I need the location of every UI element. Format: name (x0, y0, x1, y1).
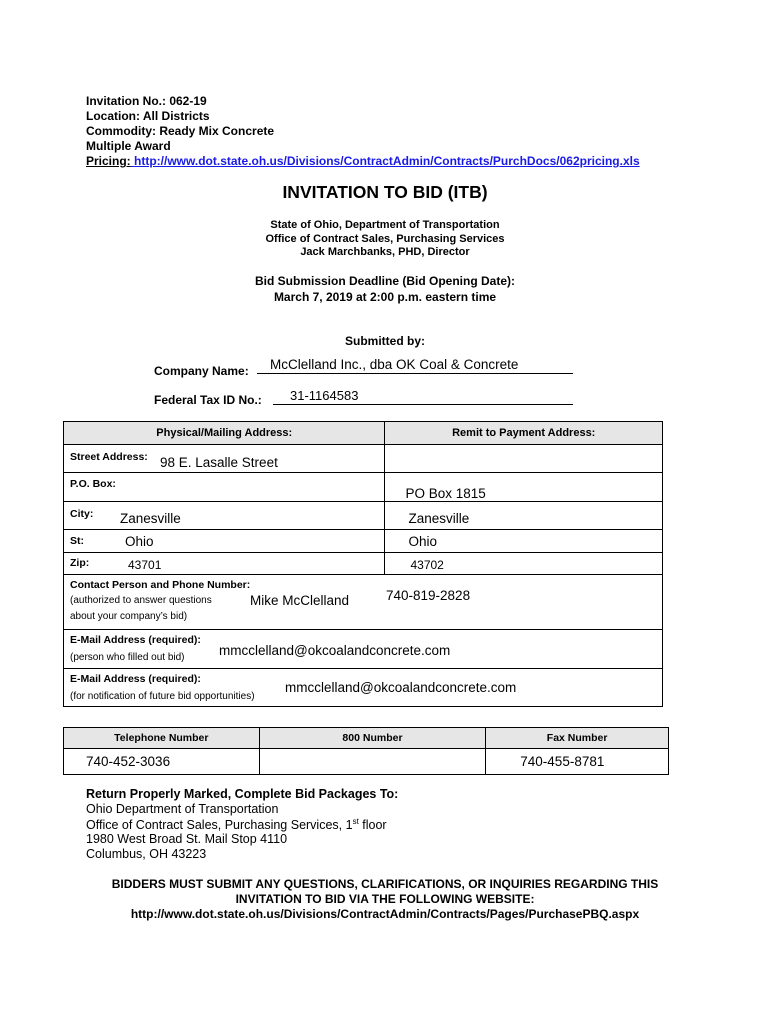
email1-note: (person who filled out bid) (70, 652, 185, 663)
zip-cell (64, 553, 385, 575)
state-label: St: (70, 535, 84, 547)
street-label: Street Address: (70, 451, 148, 463)
phone-table (63, 727, 669, 775)
notice-line-1: BIDDERS MUST SUBMIT ANY QUESTIONS, CLARIFICATIONS, OR INQUIRIES REGARDING THIS (111, 877, 659, 891)
deadline-label: Bid Submission Deadline (Bid Opening Date): (254, 274, 515, 288)
company-name-label: Company Name: (154, 364, 249, 378)
company-name-underline (257, 373, 573, 374)
email2-field[interactable]: mmcclelland@okcoalandconcrete.com (285, 680, 517, 695)
zip-remit-field[interactable]: 43702 (410, 558, 444, 572)
agency-line-3: Jack Marchbanks, PHD, Director (300, 246, 470, 258)
email1-field[interactable]: mmcclelland@okcoalandconcrete.com (219, 643, 451, 658)
city-remit-field[interactable]: Zanesville (408, 511, 470, 526)
return-label: Return Properly Marked, Complete Bid Packages To: (86, 787, 399, 801)
notice-url[interactable]: http://www.dot.state.oh.us/Divisions/ContractAdmin/Contracts/Pages/PurchasePBQ.aspx (130, 907, 640, 921)
contact-cell (64, 575, 663, 630)
contact-phone-field[interactable]: 740-819-2828 (386, 588, 471, 603)
email2-note: (for notification of future bid opportunities) (70, 691, 255, 702)
fax-header: Fax Number (486, 728, 669, 749)
agency-line-2: Office of Contract Sales, Purchasing Services (265, 233, 505, 245)
return-line-2-text: Office of Contract Sales, Purchasing Services, 1 (86, 818, 353, 833)
street-field[interactable]: 98 E. Lasalle Street (160, 455, 278, 470)
email1-cell (64, 630, 663, 669)
pricing-link[interactable]: http://www.dot.state.oh.us/Divisions/ContractAdmin/Contracts/PurchDocs/062pricing.xls (130, 154, 640, 168)
toll-free-field[interactable] (259, 749, 486, 775)
state-remit-cell (385, 530, 663, 553)
city-remit-cell (385, 502, 663, 530)
fax-field[interactable]: 740-455-8781 (520, 754, 605, 769)
state-remit-field[interactable]: Ohio (408, 534, 438, 549)
contact-label: Contact Person and Phone Number: (70, 579, 251, 591)
contact-note-1: (authorized to answer questions (70, 595, 212, 606)
contact-note-2: about your company’s bid) (70, 611, 188, 622)
tax-id-field[interactable]: 31-1164583 (290, 388, 359, 403)
street-remit-field[interactable] (385, 445, 663, 473)
email2-label: E-Mail Address (required): (70, 673, 201, 685)
zip-label: Zip: (70, 557, 90, 569)
return-line-2-floor: floor (358, 818, 387, 833)
state-field[interactable]: Ohio (125, 534, 154, 549)
remit-address-header: Remit to Payment Address: (385, 422, 663, 445)
award-type: Multiple Award (86, 139, 171, 153)
page-title: INVITATION TO BID (ITB) (282, 182, 488, 202)
return-line-2-sup: st (352, 817, 359, 826)
city-field[interactable]: Zanesville (120, 511, 181, 526)
toll-free-header: 800 Number (259, 728, 486, 749)
tax-id-underline (273, 404, 573, 405)
po-cell (64, 473, 385, 502)
return-line-4: Columbus, OH 43223 (86, 847, 207, 861)
commodity: Commodity: Ready Mix Concrete (86, 124, 275, 138)
pricing-label: Pricing: (86, 154, 131, 168)
city-label: City: (70, 508, 94, 520)
deadline-value: March 7, 2019 at 2:00 p.m. eastern time (273, 290, 497, 304)
company-name-field[interactable]: McClelland Inc., dba OK Coal & Concrete (270, 357, 519, 372)
notice-line-2: INVITATION TO BID VIA THE FOLLOWING WEBSITE: (235, 892, 535, 906)
address-table (63, 421, 663, 707)
telephone-cell (64, 749, 260, 775)
contact-name-field[interactable]: Mike McClelland (250, 593, 350, 608)
fax-cell (486, 749, 669, 775)
physical-address-header: Physical/Mailing Address: (64, 422, 385, 445)
zip-remit-cell (385, 553, 663, 575)
agency-line-1: State of Ohio, Department of Transportation (270, 219, 500, 231)
pricing-line (86, 154, 640, 169)
return-line-3: 1980 West Broad St. Mail Stop 4110 (86, 832, 288, 846)
email1-label: E-Mail Address (required): (70, 634, 201, 646)
street-cell (64, 445, 385, 473)
telephone-header: Telephone Number (64, 728, 260, 749)
email2-cell (64, 669, 663, 707)
return-line-1: Ohio Department of Transportation (86, 802, 279, 816)
tax-id-label: Federal Tax ID No.: (154, 393, 262, 407)
telephone-field[interactable]: 740-452-3036 (86, 754, 171, 769)
invitation-number: Invitation No.: 062-19 (86, 94, 207, 108)
submitted-by-label: Submitted by: (345, 334, 425, 348)
location: Location: All Districts (86, 109, 210, 123)
return-line-2 (86, 817, 387, 832)
po-box-remit-field[interactable]: PO Box 1815 (405, 486, 486, 501)
state-cell (64, 530, 385, 553)
zip-field[interactable]: 43701 (128, 558, 162, 572)
city-cell (64, 502, 385, 530)
po-remit-cell (385, 473, 663, 502)
po-box-label: P.O. Box: (70, 478, 116, 490)
